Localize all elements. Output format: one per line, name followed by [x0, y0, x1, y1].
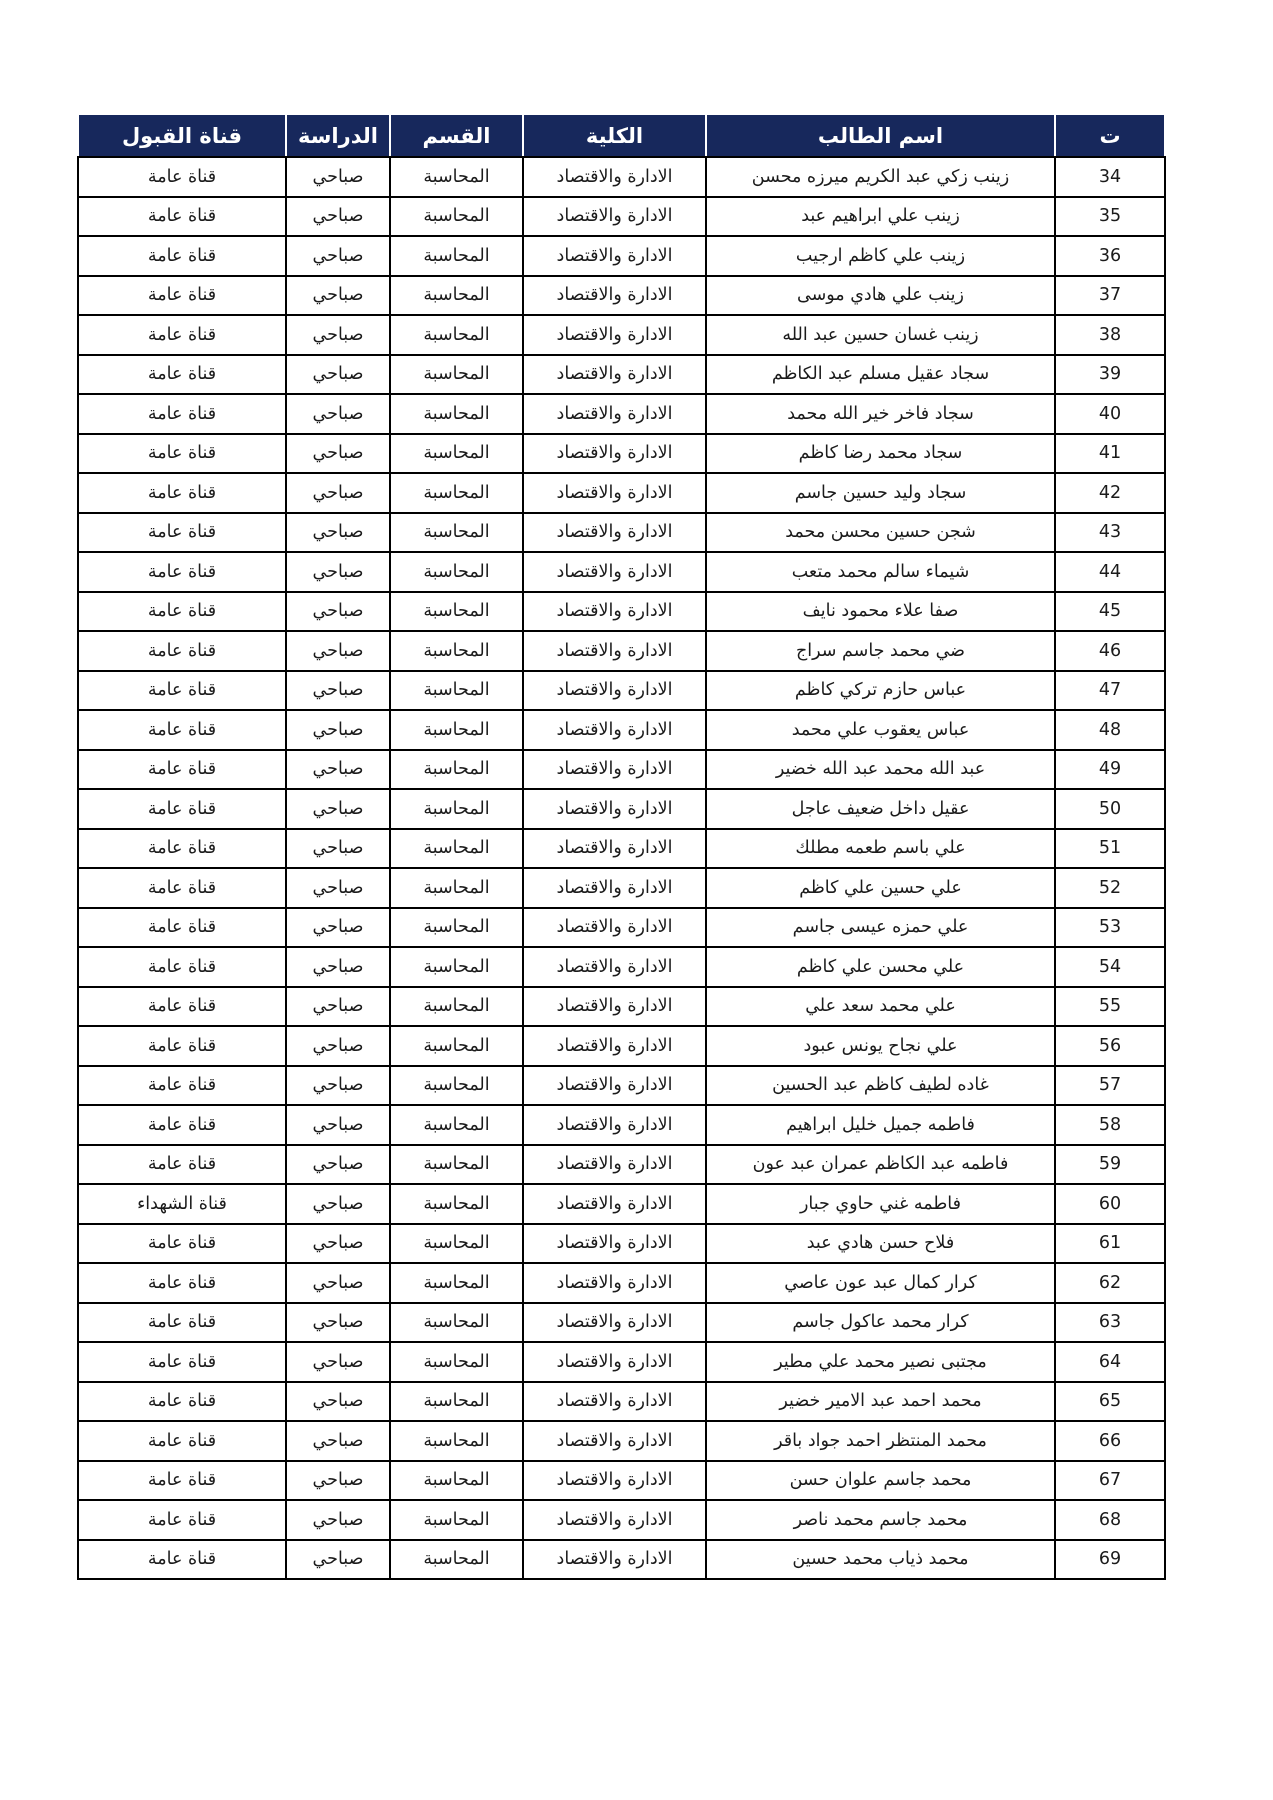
cell-n: 64 [1055, 1342, 1165, 1382]
cell-name: عقيل داخل ضعيف عاجل [706, 789, 1055, 829]
cell-college: الادارة والاقتصاد [523, 1303, 706, 1343]
cell-dept: المحاسبة [390, 710, 523, 750]
cell-study: صباحي [286, 394, 390, 434]
cell-dept: المحاسبة [390, 197, 523, 237]
cell-college: الادارة والاقتصاد [523, 434, 706, 474]
table-row [78, 671, 1165, 711]
cell-channel: قناة عامة [78, 631, 286, 671]
cell-study: صباحي [286, 947, 390, 987]
cell-name: علي حمزه عيسى جاسم [706, 908, 1055, 948]
table-row [78, 1382, 1165, 1422]
table-row [78, 947, 1165, 987]
cell-study: صباحي [286, 1026, 390, 1066]
cell-channel: قناة عامة [78, 1105, 286, 1145]
table-row [78, 394, 1165, 434]
cell-name: سجاد محمد رضا كاظم [706, 434, 1055, 474]
cell-dept: المحاسبة [390, 1066, 523, 1106]
cell-dept: المحاسبة [390, 1461, 523, 1501]
table-row [78, 1066, 1165, 1106]
cell-dept: المحاسبة [390, 1184, 523, 1224]
cell-college: الادارة والاقتصاد [523, 157, 706, 197]
cell-channel: قناة عامة [78, 1224, 286, 1264]
table-row [78, 631, 1165, 671]
table-row [78, 473, 1165, 513]
cell-college: الادارة والاقتصاد [523, 236, 706, 276]
cell-name: فاطمه غني حاوي جبار [706, 1184, 1055, 1224]
cell-study: صباحي [286, 829, 390, 869]
cell-dept: المحاسبة [390, 1105, 523, 1145]
cell-name: غاده لطيف كاظم عبد الحسين [706, 1066, 1055, 1106]
cell-dept: المحاسبة [390, 789, 523, 829]
table-row [78, 513, 1165, 553]
cell-channel: قناة عامة [78, 750, 286, 790]
cell-college: الادارة والاقتصاد [523, 1026, 706, 1066]
cell-study: صباحي [286, 1066, 390, 1106]
cell-college: الادارة والاقتصاد [523, 1224, 706, 1264]
cell-name: سجاد فاخر خير الله محمد [706, 394, 1055, 434]
cell-study: صباحي [286, 710, 390, 750]
cell-study: صباحي [286, 1461, 390, 1501]
table-row [78, 315, 1165, 355]
cell-study: صباحي [286, 434, 390, 474]
cell-channel: قناة عامة [78, 1382, 286, 1422]
cell-n: 35 [1055, 197, 1165, 237]
cell-name: زينب غسان حسين عبد الله [706, 315, 1055, 355]
column-header-study: الدراسة [286, 114, 390, 157]
cell-name: محمد المنتظر احمد جواد باقر [706, 1421, 1055, 1461]
cell-college: الادارة والاقتصاد [523, 1184, 706, 1224]
cell-n: 48 [1055, 710, 1165, 750]
table-row [78, 710, 1165, 750]
cell-n: 65 [1055, 1382, 1165, 1422]
cell-channel: قناة عامة [78, 1263, 286, 1303]
cell-college: الادارة والاقتصاد [523, 197, 706, 237]
cell-college: الادارة والاقتصاد [523, 1540, 706, 1580]
cell-channel: قناة عامة [78, 829, 286, 869]
table-body [78, 157, 1165, 1579]
cell-name: فلاح حسن هادي عبد [706, 1224, 1055, 1264]
cell-name: زينب علي ابراهيم عبد [706, 197, 1055, 237]
cell-college: الادارة والاقتصاد [523, 631, 706, 671]
cell-n: 61 [1055, 1224, 1165, 1264]
table-row [78, 1105, 1165, 1145]
cell-college: الادارة والاقتصاد [523, 1421, 706, 1461]
cell-channel: قناة عامة [78, 513, 286, 553]
cell-study: صباحي [286, 1263, 390, 1303]
cell-n: 39 [1055, 355, 1165, 395]
cell-college: الادارة والاقتصاد [523, 315, 706, 355]
cell-n: 38 [1055, 315, 1165, 355]
cell-n: 60 [1055, 1184, 1165, 1224]
cell-dept: المحاسبة [390, 1303, 523, 1343]
cell-n: 52 [1055, 868, 1165, 908]
cell-dept: المحاسبة [390, 394, 523, 434]
cell-study: صباحي [286, 592, 390, 632]
cell-college: الادارة والاقتصاد [523, 1500, 706, 1540]
cell-dept: المحاسبة [390, 157, 523, 197]
cell-study: صباحي [286, 315, 390, 355]
cell-n: 57 [1055, 1066, 1165, 1106]
cell-n: 44 [1055, 552, 1165, 592]
cell-n: 36 [1055, 236, 1165, 276]
cell-study: صباحي [286, 1421, 390, 1461]
cell-n: 40 [1055, 394, 1165, 434]
table-row [78, 1145, 1165, 1185]
cell-dept: المحاسبة [390, 513, 523, 553]
cell-n: 50 [1055, 789, 1165, 829]
column-header-name: اسم الطالب [706, 114, 1055, 157]
cell-study: صباحي [286, 473, 390, 513]
cell-college: الادارة والاقتصاد [523, 473, 706, 513]
cell-channel: قناة عامة [78, 1026, 286, 1066]
cell-dept: المحاسبة [390, 592, 523, 632]
cell-college: الادارة والاقتصاد [523, 671, 706, 711]
column-header-college: الكلية [523, 114, 706, 157]
column-header-dept: القسم [390, 114, 523, 157]
cell-name: علي حسين علي كاظم [706, 868, 1055, 908]
cell-n: 53 [1055, 908, 1165, 948]
cell-name: عباس يعقوب علي محمد [706, 710, 1055, 750]
cell-dept: المحاسبة [390, 315, 523, 355]
cell-dept: المحاسبة [390, 1224, 523, 1264]
cell-channel: قناة عامة [78, 1500, 286, 1540]
cell-college: الادارة والاقتصاد [523, 276, 706, 316]
table-row [78, 829, 1165, 869]
cell-name: زينب علي كاظم ارجيب [706, 236, 1055, 276]
cell-college: الادارة والاقتصاد [523, 1066, 706, 1106]
cell-channel: قناة الشهداء [78, 1184, 286, 1224]
cell-study: صباحي [286, 197, 390, 237]
table-row [78, 1224, 1165, 1264]
cell-dept: المحاسبة [390, 276, 523, 316]
cell-dept: المحاسبة [390, 1421, 523, 1461]
table-row [78, 592, 1165, 632]
cell-study: صباحي [286, 671, 390, 711]
cell-name: علي باسم طعمه مطلك [706, 829, 1055, 869]
table-row [78, 552, 1165, 592]
cell-dept: المحاسبة [390, 868, 523, 908]
cell-channel: قناة عامة [78, 434, 286, 474]
cell-channel: قناة عامة [78, 947, 286, 987]
cell-name: سجاد عقيل مسلم عبد الكاظم [706, 355, 1055, 395]
cell-dept: المحاسبة [390, 947, 523, 987]
cell-study: صباحي [286, 276, 390, 316]
cell-channel: قناة عامة [78, 197, 286, 237]
cell-study: صباحي [286, 1303, 390, 1343]
cell-n: 49 [1055, 750, 1165, 790]
cell-name: شيماء سالم محمد متعب [706, 552, 1055, 592]
cell-name: كرار كمال عبد عون عاصي [706, 1263, 1055, 1303]
cell-channel: قناة عامة [78, 355, 286, 395]
cell-n: 56 [1055, 1026, 1165, 1066]
table-row [78, 157, 1165, 197]
cell-study: صباحي [286, 513, 390, 553]
cell-study: صباحي [286, 789, 390, 829]
cell-n: 41 [1055, 434, 1165, 474]
cell-name: فاطمه عبد الكاظم عمران عبد عون [706, 1145, 1055, 1185]
table-row [78, 197, 1165, 237]
table-row [78, 1342, 1165, 1382]
cell-college: الادارة والاقتصاد [523, 592, 706, 632]
cell-n: 67 [1055, 1461, 1165, 1501]
cell-college: الادارة والاقتصاد [523, 1342, 706, 1382]
cell-study: صباحي [286, 750, 390, 790]
cell-college: الادارة والاقتصاد [523, 710, 706, 750]
table-row [78, 987, 1165, 1027]
table-row [78, 355, 1165, 395]
cell-study: صباحي [286, 552, 390, 592]
cell-college: الادارة والاقتصاد [523, 552, 706, 592]
cell-dept: المحاسبة [390, 1145, 523, 1185]
cell-n: 62 [1055, 1263, 1165, 1303]
cell-n: 63 [1055, 1303, 1165, 1343]
cell-name: فاطمه جميل خليل ابراهيم [706, 1105, 1055, 1145]
cell-name: محمد ذياب محمد حسين [706, 1540, 1055, 1580]
table-row [78, 750, 1165, 790]
cell-college: الادارة والاقتصاد [523, 1145, 706, 1185]
cell-study: صباحي [286, 1342, 390, 1382]
cell-channel: قناة عامة [78, 1421, 286, 1461]
cell-study: صباحي [286, 1224, 390, 1264]
cell-dept: المحاسبة [390, 1382, 523, 1422]
cell-channel: قناة عامة [78, 1145, 286, 1185]
cell-n: 37 [1055, 276, 1165, 316]
cell-channel: قناة عامة [78, 394, 286, 434]
table-header-row [78, 114, 1165, 157]
table-row [78, 789, 1165, 829]
column-header-channel: قناة القبول [78, 114, 286, 157]
table-row [78, 908, 1165, 948]
students-table [77, 113, 1166, 1580]
cell-dept: المحاسبة [390, 355, 523, 395]
cell-study: صباحي [286, 236, 390, 276]
cell-dept: المحاسبة [390, 1263, 523, 1303]
cell-dept: المحاسبة [390, 750, 523, 790]
cell-n: 55 [1055, 987, 1165, 1027]
cell-study: صباحي [286, 1184, 390, 1224]
cell-channel: قناة عامة [78, 157, 286, 197]
cell-dept: المحاسبة [390, 829, 523, 869]
cell-dept: المحاسبة [390, 434, 523, 474]
cell-n: 59 [1055, 1145, 1165, 1185]
cell-college: الادارة والاقتصاد [523, 1461, 706, 1501]
cell-name: محمد جاسم علوان حسن [706, 1461, 1055, 1501]
cell-name: زينب علي هادي موسى [706, 276, 1055, 316]
cell-name: محمد جاسم محمد ناصر [706, 1500, 1055, 1540]
cell-n: 58 [1055, 1105, 1165, 1145]
cell-channel: قناة عامة [78, 710, 286, 750]
cell-name: صفا علاء محمود نايف [706, 592, 1055, 632]
cell-college: الادارة والاقتصاد [523, 947, 706, 987]
cell-study: صباحي [286, 355, 390, 395]
cell-college: الادارة والاقتصاد [523, 750, 706, 790]
cell-channel: قناة عامة [78, 987, 286, 1027]
cell-n: 68 [1055, 1500, 1165, 1540]
cell-college: الادارة والاقتصاد [523, 789, 706, 829]
cell-n: 46 [1055, 631, 1165, 671]
cell-name: عبد الله محمد عبد الله خضير [706, 750, 1055, 790]
cell-dept: المحاسبة [390, 1500, 523, 1540]
cell-college: الادارة والاقتصاد [523, 868, 706, 908]
cell-college: الادارة والاقتصاد [523, 1105, 706, 1145]
cell-study: صباحي [286, 1145, 390, 1185]
cell-study: صباحي [286, 157, 390, 197]
cell-channel: قناة عامة [78, 552, 286, 592]
table-row [78, 1303, 1165, 1343]
cell-dept: المحاسبة [390, 1026, 523, 1066]
cell-channel: قناة عامة [78, 1303, 286, 1343]
cell-name: ضي محمد جاسم سراج [706, 631, 1055, 671]
cell-channel: قناة عامة [78, 868, 286, 908]
column-header-n: ت [1055, 114, 1165, 157]
table-row [78, 236, 1165, 276]
cell-n: 54 [1055, 947, 1165, 987]
cell-n: 34 [1055, 157, 1165, 197]
cell-study: صباحي [286, 908, 390, 948]
cell-channel: قناة عامة [78, 1066, 286, 1106]
cell-name: علي محسن علي كاظم [706, 947, 1055, 987]
cell-n: 69 [1055, 1540, 1165, 1580]
table-row [78, 868, 1165, 908]
cell-study: صباحي [286, 1105, 390, 1145]
cell-study: صباحي [286, 1540, 390, 1580]
cell-channel: قناة عامة [78, 1342, 286, 1382]
cell-channel: قناة عامة [78, 592, 286, 632]
cell-channel: قناة عامة [78, 276, 286, 316]
table-row [78, 1026, 1165, 1066]
table-row [78, 1540, 1165, 1580]
cell-name: عباس حازم تركي كاظم [706, 671, 1055, 711]
cell-dept: المحاسبة [390, 552, 523, 592]
table-row [78, 1500, 1165, 1540]
cell-dept: المحاسبة [390, 908, 523, 948]
cell-n: 47 [1055, 671, 1165, 711]
cell-study: صباحي [286, 1500, 390, 1540]
table-row [78, 1184, 1165, 1224]
cell-name: كرار محمد عاكول جاسم [706, 1303, 1055, 1343]
cell-n: 43 [1055, 513, 1165, 553]
cell-n: 66 [1055, 1421, 1165, 1461]
cell-channel: قناة عامة [78, 789, 286, 829]
cell-college: الادارة والاقتصاد [523, 355, 706, 395]
table-row [78, 1421, 1165, 1461]
cell-dept: المحاسبة [390, 1342, 523, 1382]
cell-name: سجاد وليد حسين جاسم [706, 473, 1055, 513]
cell-college: الادارة والاقتصاد [523, 1382, 706, 1422]
cell-college: الادارة والاقتصاد [523, 394, 706, 434]
cell-n: 51 [1055, 829, 1165, 869]
cell-dept: المحاسبة [390, 631, 523, 671]
cell-study: صباحي [286, 1382, 390, 1422]
cell-channel: قناة عامة [78, 473, 286, 513]
cell-college: الادارة والاقتصاد [523, 987, 706, 1027]
cell-channel: قناة عامة [78, 1461, 286, 1501]
cell-dept: المحاسبة [390, 1540, 523, 1580]
cell-name: علي نجاح يونس عبود [706, 1026, 1055, 1066]
cell-dept: المحاسبة [390, 473, 523, 513]
table-row [78, 276, 1165, 316]
cell-study: صباحي [286, 631, 390, 671]
cell-name: محمد احمد عبد الامير خضير [706, 1382, 1055, 1422]
cell-college: الادارة والاقتصاد [523, 908, 706, 948]
cell-channel: قناة عامة [78, 236, 286, 276]
cell-dept: المحاسبة [390, 236, 523, 276]
cell-college: الادارة والاقتصاد [523, 1263, 706, 1303]
cell-dept: المحاسبة [390, 671, 523, 711]
cell-dept: المحاسبة [390, 987, 523, 1027]
cell-name: علي محمد سعد علي [706, 987, 1055, 1027]
cell-name: زينب زكي عبد الكريم ميرزه محسن [706, 157, 1055, 197]
cell-study: صباحي [286, 987, 390, 1027]
table-row [78, 1263, 1165, 1303]
table-row [78, 434, 1165, 474]
cell-channel: قناة عامة [78, 1540, 286, 1580]
cell-name: مجتبى نصير محمد علي مطير [706, 1342, 1055, 1382]
cell-college: الادارة والاقتصاد [523, 829, 706, 869]
cell-name: شجن حسين محسن محمد [706, 513, 1055, 553]
cell-channel: قناة عامة [78, 671, 286, 711]
cell-college: الادارة والاقتصاد [523, 513, 706, 553]
cell-study: صباحي [286, 868, 390, 908]
cell-n: 45 [1055, 592, 1165, 632]
cell-n: 42 [1055, 473, 1165, 513]
cell-channel: قناة عامة [78, 908, 286, 948]
cell-channel: قناة عامة [78, 315, 286, 355]
table-row [78, 1461, 1165, 1501]
